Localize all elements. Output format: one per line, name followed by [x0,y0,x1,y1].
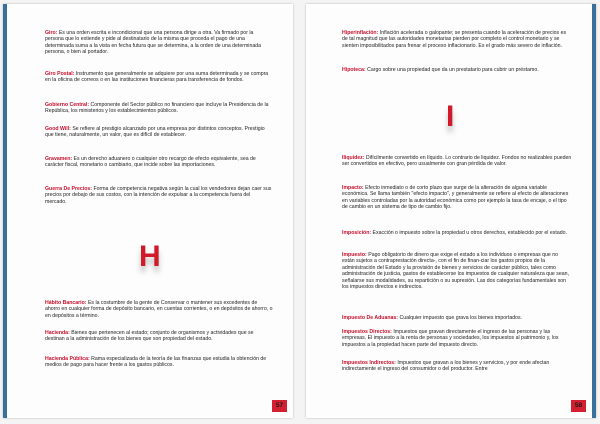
page-number: 58 [571,400,586,412]
entry-habito-bancario: Hábito Bancario: Es la costumbre de la gente de Conservar o mantener sus excedentes de ahorro en cualquier forma de depósito bancario, en cuentas corrientes, o en depósitos de ahorro, o en depósitos a término. [45,300,273,319]
entry-impuestos-directos: Impuestos Directos: Impuestos que gravan directamente el ingreso de las personas y las empresas. El impuesto a la renta de personas y sociedades, los impuestos al patrimonio y, los impuestos a la propiedad hacen parte del impuesto directo. [342,329,559,348]
entry-impuestos-indirectos: Impuestos Indirectos: Impuestos que gravan a los bienes y servicios, y por ende afectan indirectamente el ingreso del consumidor o del productor. Entre [342,360,550,373]
entry-good-will: Good Will: Se refiere al prestigio alcanzado por una empresa por distintos conceptos. Prestigio que tiene, naturalmente, un valor, que es difícil de establecer. [45,126,265,139]
entry-gobierno-central: Gobierno Central: Componente del Sector público no financiero que incluye la Presidencia de la República, los ministerios y los establecimientos públicos. [45,102,269,115]
entry-hipoteca: Hipoteca: Cargo sobre una propiedad que da un prestatario para cubrir un préstamo. [342,67,539,73]
page-number: 57 [272,400,287,412]
section-letter-i: I [446,100,455,133]
entry-iliquidez: Iliquidez: Difícilmente convertido en líquido. Lo contrario de liquidez. Fondos no realizables pueden ser convertidos en efectivo, pero usualmente con gran pérdida de valor. [342,155,572,168]
entry-hiperinflacion: Hiperinflación: Inflación acelerada o galopante; se presenta cuando la aceleración de precios es de tal magnitud que las autoridades monetarias pierden por completo el control monetario y se sienten imposibilitados para frenar el proceso inflacionario. Es el grado más severo de inflación. [342,30,567,49]
entry-guerra-de-precios: Guerra De Precios: Forma de competencia negativa según la cual los vendedores dejan caer sus precios por debajo de sus costos, con la intención de expulsar a la competencia fuera del mercado. [45,186,272,205]
entry-impuesto-de-aduanas: Impuesto De Aduanas: Cualquier impuesto que grava los bienes importados. [342,315,523,321]
entry-impacto: Impacto: Efecto inmediato o de corto plazo que surge de la alteración de alguna variable económica. Se llama también "efecto impacto", y generalmente se refiere al efecto de alteraciones en variables controladas por la autoridad económica como por ejemplo la tasa de encaje, o el tipo de cambio en un sistema de tipo de cambio fijo. [342,185,569,211]
entry-impuesto: Impuesto: Pago obligatorio de dinero que exige el estado a los individuos o empresas que no están sujetos a contraprestación directa-, con el fin de finan-ciar los gastos propios de la administración del Estado y la provisión de bienes y servicios de carácter público, tales como administración de justicia, gastos de establecerse los impuestos de cualquier naturaleza que sean, señalarse sus modalidades, su repartición o su supresión. Las dos categorías fundamentales son los impuestos directos e indirectos. [342,252,569,291]
entry-hacienda-publica: Hacienda Pública: Rama especializada de la teoría de las finanzas que estudia la obtención de medios de pago para hacer frente a los gastos públicos. [45,356,267,369]
entry-giro: Giro: Es una orden escrita e incondicional que una persona dirige a otra. Va firmado por la persona que lo extiende y pide al destinatario de la misma que proceda el pago de una determinada suma a la vista en fecha futura que se determina, a la orden de una determinada persona, o bien al portador. [45,30,261,56]
entry-hacienda: Hacienda: Bienes que pertenecen al estado; conjunto de organismos y actividades que se destinan a la administración de los bienes que son propiedad del estado. [45,330,254,343]
right-page [306,4,596,418]
entry-giro-postal: Giro Postal: Instrumento que generalmente se adquiere por una suma determinada y se compra en la oficina de correos o en las instituciones financieras para transferencia de fondos. [45,71,269,84]
entry-gravamen: Gravamen: Es un derecho aduanero o cualquier otro recargo de efecto equivalente, sea de carácter fiscal, monetario o cambiario, que incide sobre las importaciones. [45,156,256,169]
entry-imposicion: Imposición: Exacción o impuesto sobre la propiedad u otros derechos, establecido por el estado. [342,230,567,236]
section-letter-h: H [139,240,161,273]
left-page [3,4,293,418]
